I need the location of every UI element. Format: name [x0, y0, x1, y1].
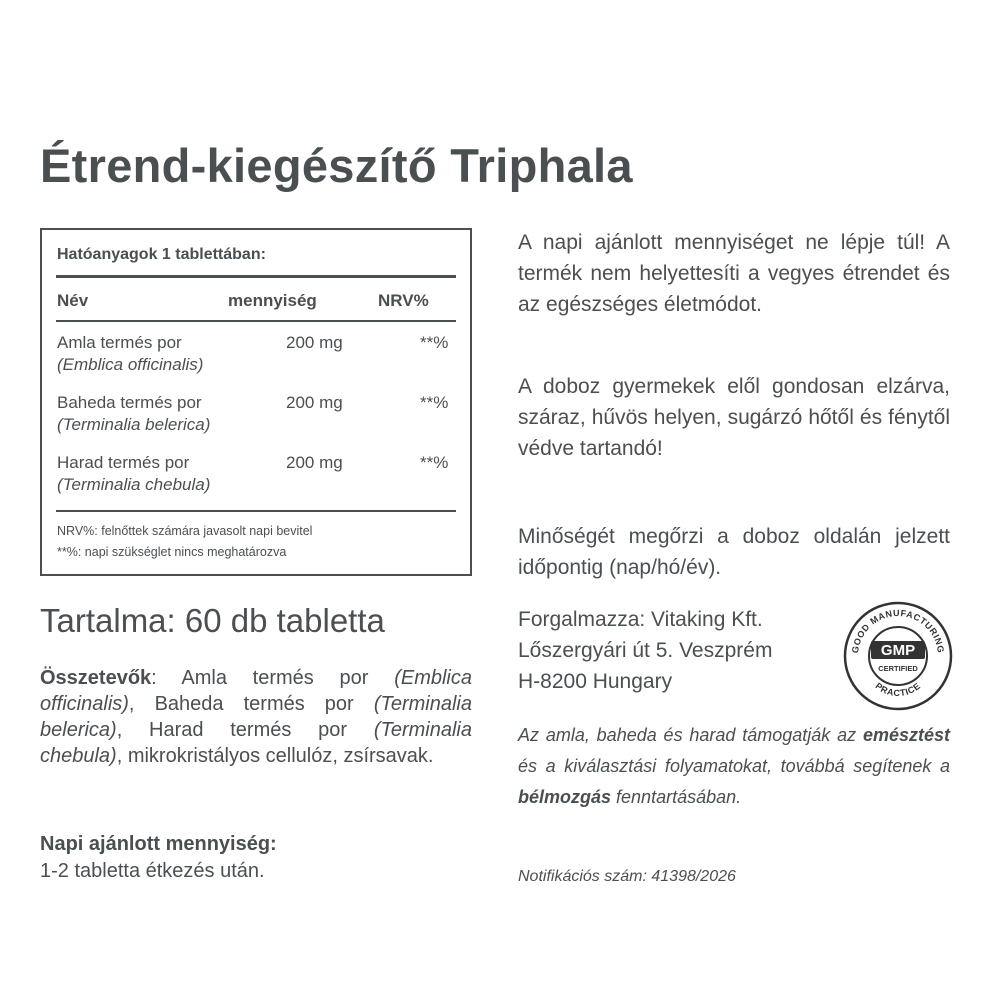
ingredient-name: Amla termés por: [57, 333, 182, 352]
svg-text:PRACTICE: [874, 681, 923, 698]
gmp-bottom-text: PRACTICE: [873, 680, 923, 699]
ingredient-nrv: **%: [420, 393, 449, 412]
ingredients-label: Összetevők: [40, 667, 152, 689]
ingredients-text: , mikrokristályos cellulóz, zsírsavak.: [116, 745, 434, 767]
warning-dosage: A napi ajánlott mennyiséget ne lépje túl! A termék nem helyettesíti a vegyes étrendet és az egészséges életmódot.: [518, 231, 950, 316]
table-row: [42, 392, 470, 442]
ingredients-text: , Baheda termés por: [128, 693, 374, 715]
claim-text: és a kiválasztási folyamatokat, továbbá segítenek a: [518, 756, 950, 776]
distributor-line: Forgalmazza: Vitaking Kft.: [518, 608, 763, 631]
footnote-nrv: NRV%: felnőttek számára javasolt napi bevitel: [57, 524, 313, 538]
claim-emphasis: bélmozgás: [518, 787, 612, 807]
table-divider: [56, 275, 456, 278]
ingredient-amount: 200 mg: [286, 393, 343, 412]
daily-dose-value: 1-2 tabletta étkezés után.: [40, 860, 265, 882]
daily-dose-label: Napi ajánlott mennyiség:: [40, 833, 277, 855]
column-header-name: Név: [57, 291, 89, 310]
column-header-nrv: NRV%: [378, 291, 429, 310]
distributor-line: H-8200 Hungary: [518, 670, 673, 693]
notification-number: Notifikációs szám: 41398/2026: [518, 868, 736, 885]
table-heading: Hatóanyagok 1 tablettában:: [57, 246, 266, 263]
ingredient-name: Baheda termés por: [57, 393, 202, 412]
table-row: [42, 452, 470, 502]
best-before-note: Minőségét megőrzi a doboz oldalán jelzett időpontig (nap/hó/év).: [518, 525, 950, 579]
gmp-sub-text: CERTIFIED: [878, 664, 918, 673]
gmp-certified-seal-icon: [842, 600, 954, 712]
gmp-top-text: GOOD MANUFACTURING: [849, 607, 947, 654]
package-content: Tartalma: 60 db tabletta: [40, 602, 385, 639]
ingredients-paragraph: [40, 665, 472, 769]
table-divider: [56, 510, 456, 512]
claim-text: Az amla, baheda és harad támogatják az: [518, 725, 863, 745]
ingredients-latin: (Terminalia belerica): [40, 693, 472, 741]
health-claim: [518, 720, 950, 813]
warning-storage: A doboz gyermekek elől gondosan elzárva, száraz, hűvös helyen, sugárzó hőtől és fénytől védve tartandó!: [518, 375, 950, 460]
ingredient-latin-name: (Terminalia belerica): [57, 415, 211, 434]
claim-text: fenntartásában.: [611, 787, 742, 807]
active-ingredients-table: [40, 228, 472, 576]
footnote-undetermined: **%: napi szükséglet nincs meghatározva: [57, 545, 287, 559]
gmp-center-text: GMP: [880, 642, 916, 659]
ingredient-latin-name: (Emblica officinalis): [57, 355, 204, 374]
ingredient-amount: 200 mg: [286, 333, 343, 352]
claim-emphasis: emésztést: [862, 725, 950, 745]
ingredients-text: , Harad termés por: [116, 719, 374, 741]
ingredients-latin: (Emblica officinalis): [40, 667, 472, 715]
ingredient-amount: 200 mg: [286, 453, 343, 472]
ingredient-latin-name: (Terminalia chebula): [57, 475, 211, 494]
product-title: Étrend-kiegészítő Triphala: [40, 139, 633, 192]
column-header-amount: mennyiség: [228, 291, 317, 310]
table-row: [42, 332, 470, 382]
ingredient-nrv: **%: [420, 333, 449, 352]
distributor-address: [518, 604, 772, 697]
distributor-line: Lőszergyári út 5. Veszprém: [518, 639, 773, 662]
ingredients-latin: (Terminalia chebula): [40, 719, 472, 767]
ingredient-name: Harad termés por: [57, 453, 190, 472]
ingredients-text: : Amla termés por: [151, 667, 395, 689]
ingredient-nrv: **%: [420, 453, 449, 472]
table-divider: [56, 320, 456, 322]
